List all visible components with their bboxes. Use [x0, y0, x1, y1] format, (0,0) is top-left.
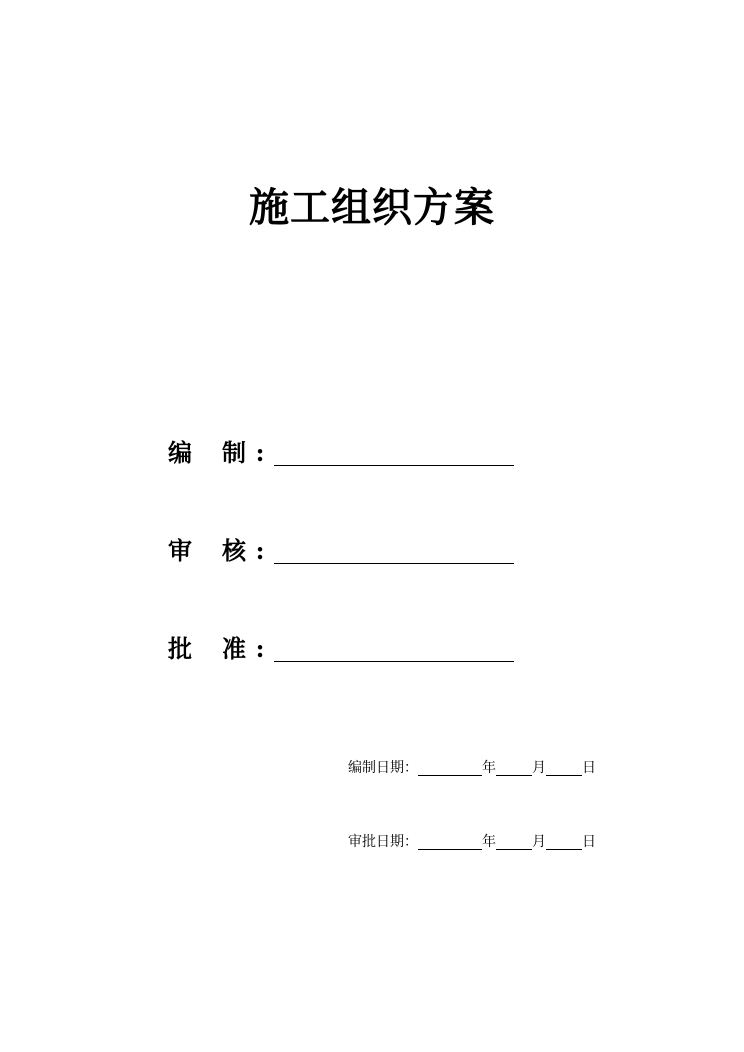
prepared-date-year-blank[interactable] — [418, 758, 482, 776]
prepared-by-blank-line[interactable] — [274, 439, 514, 466]
prepared-by-row — [168, 434, 514, 468]
document-title: 施工组织方案 — [249, 184, 495, 231]
approved-by-char-1: 批 — [168, 634, 192, 663]
reviewed-by-row — [168, 532, 514, 566]
prepared-date-row — [348, 756, 596, 778]
prepared-date-day-blank[interactable] — [546, 758, 582, 776]
prepared-by-colon: : — [255, 438, 265, 467]
reviewed-by-char-1: 审 — [168, 536, 192, 565]
approval-date-month-unit: 月 — [532, 834, 546, 850]
approved-by-blank-line[interactable] — [274, 635, 514, 662]
approval-date-year-blank[interactable] — [418, 832, 482, 850]
prepared-date-day-unit: 日 — [582, 760, 596, 776]
approval-date-row — [348, 830, 596, 852]
prepared-by-char-2: 制 — [222, 438, 246, 467]
approval-date-day-unit: 日 — [582, 834, 596, 850]
approved-by-char-2: 准 — [222, 634, 246, 663]
reviewed-by-blank-line[interactable] — [274, 537, 514, 564]
approval-date-label: 审批日期： — [348, 834, 418, 850]
approved-by-colon: : — [255, 634, 265, 663]
prepared-date-label: 编制日期： — [348, 760, 418, 776]
approval-date-year-unit: 年 — [482, 834, 496, 850]
prepared-by-char-1: 编 — [168, 438, 192, 467]
prepared-date-month-blank[interactable] — [496, 758, 532, 776]
prepared-date-month-unit: 月 — [532, 760, 546, 776]
reviewed-by-label — [168, 536, 246, 566]
approved-by-label — [168, 634, 246, 664]
prepared-date-year-unit: 年 — [482, 760, 496, 776]
approved-by-row — [168, 630, 514, 664]
approval-date-day-blank[interactable] — [546, 832, 582, 850]
reviewed-by-colon: : — [255, 536, 265, 565]
prepared-by-label — [168, 438, 246, 468]
reviewed-by-char-2: 核 — [222, 536, 246, 565]
approval-date-month-blank[interactable] — [496, 832, 532, 850]
